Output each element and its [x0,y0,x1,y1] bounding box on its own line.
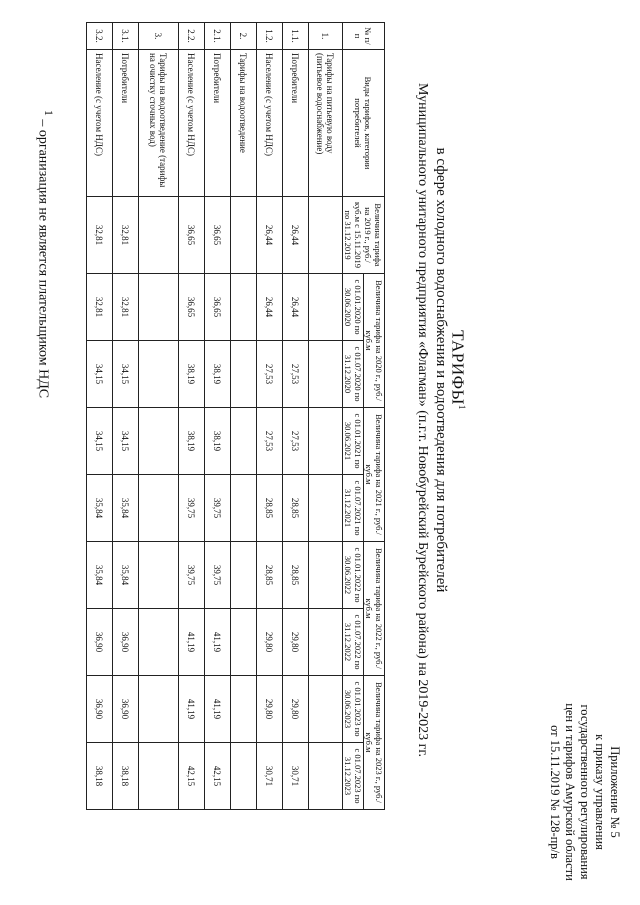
cell-value: 36,90 [113,609,139,676]
title-line-2: в сфере холодного водоснабжения и водоотведения для потребителей [433,147,450,593]
table-row [113,23,139,810]
cell-value [309,197,343,274]
cell-value [139,743,179,810]
cell-value: 28,85 [257,475,283,542]
header-period: с 01.01.2020 по 30.06.2020 [343,274,364,341]
header-2023: Величина тарифа на 2023 г., руб./куб.м [364,676,385,810]
cell-value [231,274,257,341]
table-row [205,23,231,810]
table-row [87,23,113,810]
header-2022: Величина тарифа на 2022 г., руб./куб.м [364,542,385,676]
title-line-3: Муниципального унитарного предприятия «Флагман» (п.г.т. Новобурейский Бурейского района) на 2019-2023 гг. [415,83,430,757]
cell-value [139,341,179,408]
header-period: с 01.07.2020 по 31.12.2020 [343,341,364,408]
cell-value [231,341,257,408]
row-name: Тарифы на водоотведение [231,50,257,197]
header-period: с 01.07.2021 по 31.12.2021 [343,475,364,542]
table-row [231,23,257,810]
header-period: с 01.01.2022 по 30.06.2022 [343,542,364,609]
table-row [309,23,343,810]
cell-value: 41,19 [205,676,231,743]
tariff-table [86,22,385,810]
footnote-mark: 1 [42,110,55,116]
row-name: Население (с учетом НДС) [257,50,283,197]
row-number: 1.1. [283,23,309,50]
cell-value: 41,19 [205,609,231,676]
cell-value: 38,19 [179,341,205,408]
cell-value [231,475,257,542]
cell-value: 32,81 [87,197,113,274]
cell-value [231,609,257,676]
cell-value: 30,71 [283,743,309,810]
cell-value: 29,80 [257,676,283,743]
cell-value: 38,18 [87,743,113,810]
cell-value: 39,75 [205,475,231,542]
document-title [432,90,470,650]
cell-value: 34,15 [113,408,139,475]
cell-value [139,197,179,274]
cell-value: 38,18 [113,743,139,810]
cell-value [139,408,179,475]
cell-value: 32,81 [113,274,139,341]
row-number: 3.1. [113,23,139,50]
header-2019: Величина тарифа на 2019 г., руб./куб.м с 15.11.2019 по 31.12.2019 [343,197,385,274]
cell-value [139,609,179,676]
cell-value [231,676,257,743]
cell-value: 36,90 [87,676,113,743]
cell-value [139,542,179,609]
cell-value: 36,65 [179,274,205,341]
cell-value [139,274,179,341]
cell-value [309,475,343,542]
cell-value: 28,85 [257,542,283,609]
title-footnote-mark: 1 [457,404,467,410]
cell-value: 28,85 [283,475,309,542]
cell-value: 38,19 [179,408,205,475]
cell-value [309,408,343,475]
cell-value [231,197,257,274]
title-main [449,90,470,650]
cell-value: 32,81 [113,197,139,274]
cell-value: 42,15 [205,743,231,810]
cell-value [309,341,343,408]
cell-value: 36,65 [205,197,231,274]
cell-value: 29,80 [283,609,309,676]
cell-value: 35,84 [87,475,113,542]
cell-value: 34,15 [113,341,139,408]
cell-value: 26,44 [283,274,309,341]
header-period: с 01.07.2023 по 31.12.2023 [343,743,364,810]
cell-value: 26,44 [283,197,309,274]
cell-value: 42,15 [179,743,205,810]
row-number: 2. [231,23,257,50]
row-name: Тарифы на питьевую воду (питьевое водоснабжение) [309,50,343,197]
footnote [34,110,55,398]
cell-value: 38,19 [205,341,231,408]
cell-value: 26,44 [257,197,283,274]
cell-value: 39,75 [179,475,205,542]
table-row [283,23,309,810]
cell-value: 41,19 [179,676,205,743]
header-period: с 01.01.2021 по 30.06.2021 [343,408,364,475]
cell-value [309,676,343,743]
table-row [257,23,283,810]
row-name: Население (с учетом НДС) [87,50,113,197]
cell-value: 35,84 [87,542,113,609]
footnote-text: – организация не является плательщиком НДС [35,115,51,399]
appendix-line: цен и тарифов Амурской области [563,703,577,881]
row-number: 2.2. [179,23,205,50]
cell-value [139,475,179,542]
header-number: № п/п [343,23,385,50]
table-row [179,23,205,810]
row-name: Потребители [205,50,231,197]
cell-value: 27,53 [257,408,283,475]
row-name: Потребители [113,50,139,197]
cell-value: 29,80 [283,676,309,743]
cell-value [309,542,343,609]
row-name: Население (с учетом НДС) [179,50,205,197]
row-name: Тарифы на водоотведение (тарифы на очистку сточных вод) [139,50,179,197]
title-text: ТАРИФЫ [448,330,468,405]
header-period: с 01.01.2023 по 30.06.2023 [343,676,364,743]
cell-value: 27,53 [257,341,283,408]
cell-value [309,609,343,676]
cell-value [309,274,343,341]
table-row [139,23,179,810]
cell-value: 39,75 [179,542,205,609]
header-2020: Величина тарифа на 2020 г., руб./куб.м [364,274,385,408]
cell-value: 38,19 [205,408,231,475]
cell-value [231,542,257,609]
appendix-header [547,692,622,892]
row-number: 1. [309,23,343,50]
header-tariff-kind: Виды тарифов, категории потребителей [343,50,385,197]
cell-value [231,743,257,810]
cell-value: 32,81 [87,274,113,341]
header-2021: Величина тарифа на 2021 г., руб./куб.м [364,408,385,542]
row-number: 3.2. [87,23,113,50]
appendix-line: государственного регулирования [578,704,592,880]
row-number: 3. [139,23,179,50]
cell-value: 34,15 [87,341,113,408]
cell-value: 41,19 [179,609,205,676]
cell-value: 35,84 [113,542,139,609]
appendix-line: Приложение № 5 [608,746,622,838]
header-period: с 01.07.2022 по 31.12.2022 [343,609,364,676]
cell-value: 27,53 [283,341,309,408]
cell-value [139,676,179,743]
cell-value [309,743,343,810]
cell-value: 26,44 [257,274,283,341]
cell-value [231,408,257,475]
cell-value: 29,80 [257,609,283,676]
cell-value: 39,75 [205,542,231,609]
cell-value: 30,71 [257,743,283,810]
appendix-line: от 15.11.2019 № 128-пр/в [548,725,562,859]
cell-value: 36,65 [205,274,231,341]
cell-value: 28,85 [283,542,309,609]
row-name: Потребители [283,50,309,197]
row-number: 1.2. [257,23,283,50]
cell-value: 27,53 [283,408,309,475]
row-number: 2.1. [205,23,231,50]
cell-value: 36,90 [113,676,139,743]
cell-value: 36,65 [179,197,205,274]
cell-value: 34,15 [87,408,113,475]
cell-value: 36,90 [87,609,113,676]
cell-value: 35,84 [113,475,139,542]
appendix-line: к приказу управления [593,734,607,850]
